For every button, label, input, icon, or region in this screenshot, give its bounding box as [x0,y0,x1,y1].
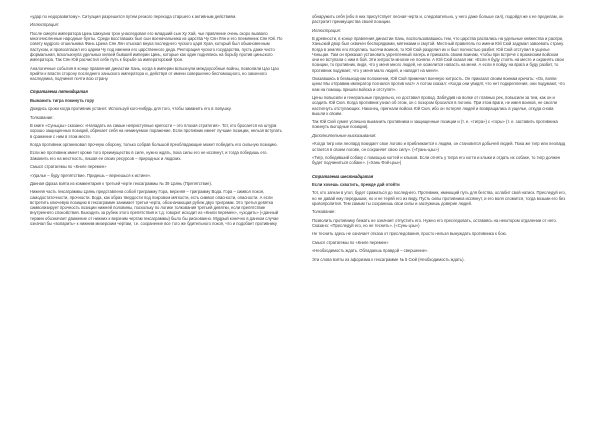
paragraph: Тот, кто загнан в угол, будет сражаться до последнего. Противник, имеющий путь для бегства, ослабит свой натиск. Преследуй его, но не давай ему передышки, но и не теряй его из виду. Пусть силы противника иссякнут, и его воля сломится, тогда возьми его без кровопролития. Тем самым ты сохранишь свои силы и заслужишь доверие людей. [312,190,566,206]
paragraph: Если же противник имеет кроме того преимущество в силе, нужно ждать, пока силы его не иссякнут, и тогда победишь его. Заманить его на местность, лишая ее своих ресурсов – природных и людских. [30,150,268,161]
paragraph: «удар по недоразвитому». Ситуация разрешится путем резкого перехода старшего к активным действиям. [30,14,237,19]
stratagem-16-heading: Стратагема шестнадцатая [312,173,374,179]
quotation: «Когда тигр или леопард покидает свое логово и приближается к людям, он становится добычей людей. Пока же тигр или леопард остается в своем логове, он сохраняет свою силу». («Гуань-цзы») [312,141,566,152]
paragraph: Данная фраза взята из комментария к третьей черте гексаграммы № 39 Цзянь (Препятствие). [30,181,213,186]
right-column [312,14,566,265]
additional-sayings-heading: Дополнительные высказывания: [312,132,377,138]
paragraph: Аналогичные события в конце правления династии Хань, когда в империи вспыхнули междоусобные войны, позволили Цао Цао прийти к власти сторону последнего ханьского императора и, действуя от имени совершенно беспомощного, но законного наследника, подчинил почти всю страну. [30,65,279,82]
illustration-heading: Иллюстрация: [30,22,59,28]
paragraph: Цены повысили и генеральные предельно, но доставил провод. Заблудив на волке от главных рек, повысили за тем, как он и осадить Юй Сюя. Когда противник узнал об этом, он с позором бросился в погоню. При этом враги, не имея воинов, не смогли настигнуть отступающих. Наконец, пригнали войска Юй Сюя, ибо он потерял людей и возвращались в ущелье, откуда снова вышли к своим. [312,95,557,116]
stratagem-16-title: Если хочешь схватить, прежде дай отойти [312,181,400,187]
commentary-heading: Толкование: [312,209,336,215]
paragraph: Оказавшись в безвыходном положении, Юй Сюй применил военную хитрость. Он приказал своим воинам кричать: «Ох, взяли цинь! Мы отправим император погнался против нас!» А потом сказал: «Когда они увидят, что нет подкрепления, они подумают, что нам на помощь пришли войска и отступят». [312,76,565,92]
quotation: «Тигр, победивший собаку с помощью когтей и клыков. Если отнять у тигра его когти и клыки и отдать их собаке, то тигр должен будет подчиниться собаке». («Хань Фэй-цзы») [312,155,561,166]
left-column [30,14,284,229]
book-of-changes-heading: Смысл стратагемы по «Книге перемен» [312,239,389,245]
paragraph: Нижняя часть гексаграммы Цзянь представлена собой триграмму Гора, верхняя – триграмму Вода. Гора – символ покоя, самодостаточности, прочности. Вода, как образ твердости под покровом мягкости, есть символ опасности, опасности. А если встретить ключевую позицию в гексаграмме занимает третья черта, обозначающая рубеж двух триграмм. Это третья девятка символизирует прочность позиции нижней половины, поскольку по логике толкования третьей девятки, если препятствие внутреннего спокойствия. Выходить за рубеж этого препятствия и т.д. говорит исходит из «Книги перемен», «уходить» («данный термин обозначает движение от нижних к верхним чертам гексаграммы) было бы рискованно. Мудрый конечно в данном случае означал бы «вопарить» к нижним мизерским чертам, т.е. сохранение все того же бдительного покоя, что и подобает противнику [30,189,279,226]
stratagem-15-heading: Стратагема пятнадцатая [30,89,88,95]
paragraph: В древности, в конце правления династии Хань, воспользовавшись тем, что царства распались на удельные княжества и распри, Ханьский двор был охвачен беспорядками, мятежами и смутой. Местный правитель по имени Юй Сюй задумал завоевать страну. Когда в землях его вторглись тысячи воинов, то Юй Сюй разделил их и был полностью разбит. Юй Сюй отступил в ущелье Чэньцан. Там он приказал установить укрепленный лагерь и приказать своим воинам, чтобы при встрече с вражеским войском они не вступали с ним в бой. Эти хитрости многие не поняли. А Юй Сюй сказал им: «Если я буду стоять на месте и охранять свои позиции, то противник, видя, что у меня много людей, не осмелится напасть на меня. А если я пойду на врага и буду разбит, то противник подумает, что у меня мало людей, и нападет на меня». [312,36,564,73]
paragraph: В книге «Суньцзы» сказано: «Нападать на самые неприступные крепости – это плохая стратегия». Тот, кто бросается на штурм хорошо защищенных позиций, обрекает себя на неминуемое поражение. Если противник имеет лучшие позиции, нельзя вступать в сражение с ним в этом месте. [30,123,282,139]
illustration-heading: Иллюстрация: [312,27,341,33]
paragraph: Позволить противнику бежать не означает отпустить его. Нужно его преследовать, оставаясь на некотором отдалении от него. Сказано: «Преследуй его, но не теснить». («Сунь-цзы») [312,217,558,228]
quotation: «Необходимость ждать. Обладаешь правдой – свершение». [312,248,429,254]
paragraph: Дождись сроки когда противник устанет. Используй кого-нибудь для того, чтобы заманить его в ловушку. [30,106,232,112]
paragraph: После смерти императора Цинь Шихуана трон унаследовал его младший сын Ху Хай, чье правление очень скоро вызвало многочисленные народные бунты. Среди восставших был сын военачальника из царства Чу Сян Лян и его племянник Сян Юй. По совету мудрого отшельника Фань Цзена Сян Лян отыскал внука последнего чуского царя Хуая, который был обыкновенным пастухом, и провозгласил его царем Чу под именем его царственного деда. Ректорация чуского государства, пусть даже чисто формальная, всколыхнула удельных князей бывшей империи Цинь, которые как один поднялись на борьбу против циньского императора. Так Сян Юй расчистил себе путь к борьбе за императорский трон. [30,30,283,63]
quotation: «Удалье – буду препятствие. Придешь – вернешься к истине». [30,172,152,178]
paragraph: Не теснить здесь не означает отказа от преследования, просто нельзя вынуждать противника к бою. [312,231,507,237]
paragraph: Когда противник организовал прочную оборону, только собрав большой преобладающие может победить его сильную позицию. [30,142,278,147]
paragraph: Эти слова взяты из афоризма к гексаграмме № 5 Сюй (Необходимость ждать). [312,256,465,262]
book-of-changes-heading: Смысл стратагемы по «Книге перемен» [30,164,107,170]
commentary-heading: Толкование: [30,114,54,120]
paragraph: обнаружить себя (ибо в них присутствует лесная черта и, следовательно, у него даже больше сил), подойдя же к ее пределам, он растратит преимущества своей позиции. [312,14,564,25]
paragraph: Так Юй Сюй сумел успешно выманить противника и защищенные позиции и (т. е. «тигра») с «горы» (т. е. заставить противника покинуть выгодные позиции). [312,119,558,130]
stratagem-15-title: Выманить тигра покинуть гору [30,97,95,103]
